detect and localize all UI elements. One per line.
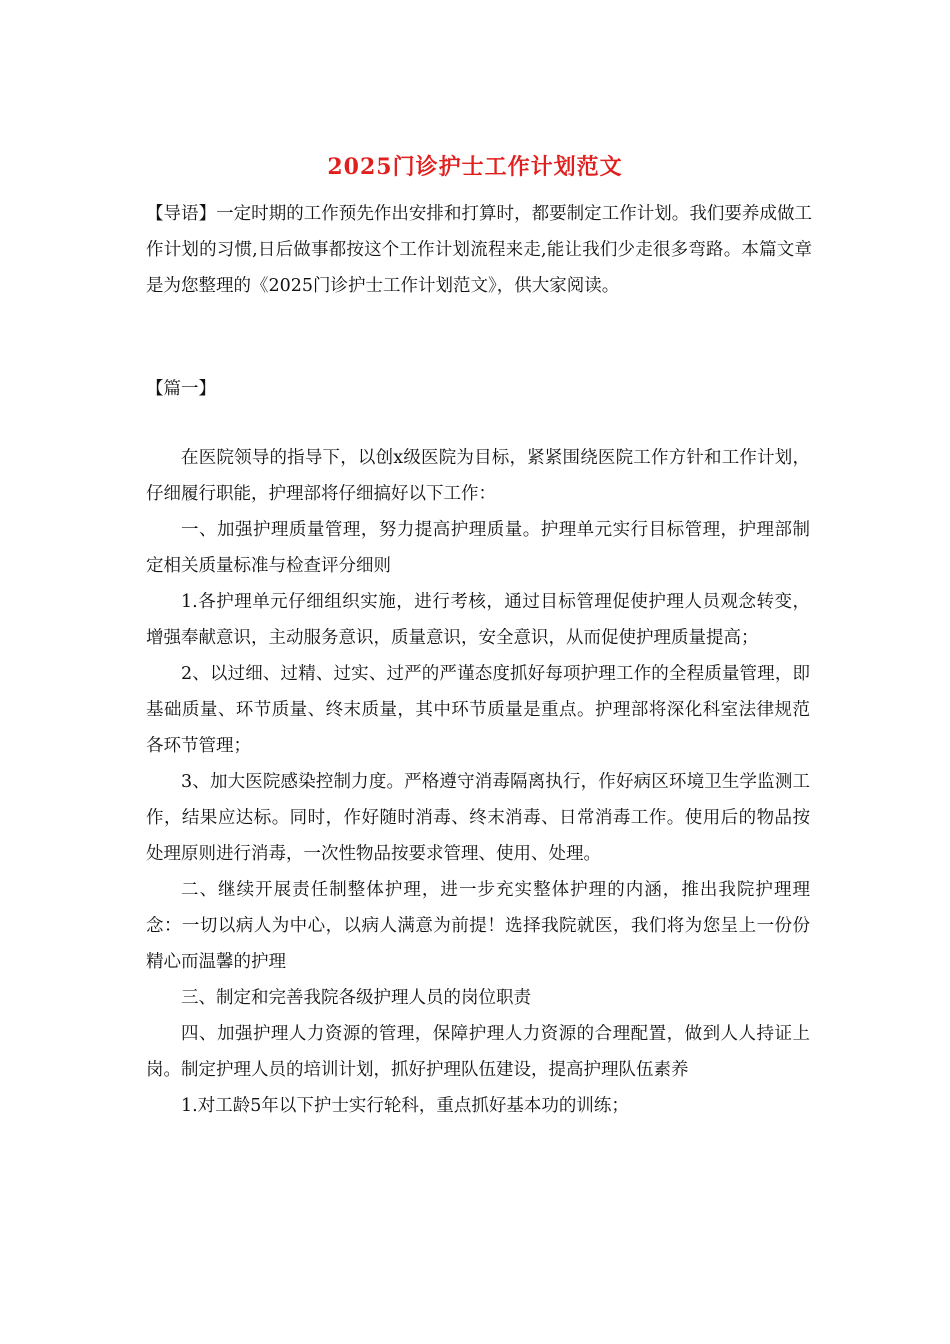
paragraph-1: 在医院领导的指导下，以创x级医院为目标，紧紧围绕医院工作方针和工作计划，仔细履行职能，护理部将仔细搞好以下工作：	[146, 448, 810, 504]
intro-paragraph: 【导语】一定时期的工作预先作出安排和打算时，都要制定工作计划。我们要养成做工作计划的习惯,日后做事都按这个工作计划流程来走,能让我们少走很多弯路。本篇文章是为您整理的《2025门诊护士工作计划范文》，供大家阅读。	[146, 204, 812, 296]
paragraph-8: 四、加强护理人力资源的管理，保障护理人力资源的合理配置，做到人人持证上岗。制定护理人员的培训计划，抓好护理队伍建设，提高护理队伍素养	[146, 1024, 810, 1080]
body-text	[146, 440, 810, 1124]
paragraph-4: 2、以过细、过精、过实、过严的严谨态度抓好每项护理工作的全程质量管理，即基础质量、环节质量、终末质量，其中环节质量是重点。护理部将深化科室法律规范各环节管理；	[146, 664, 810, 756]
section-label: 【篇一】	[146, 379, 216, 399]
paragraph-2: 一、加强护理质量管理，努力提高护理质量。护理单元实行目标管理，护理部制定相关质量标准与检查评分细则	[146, 520, 810, 576]
paragraph-3: 1.各护理单元仔细组织实施，进行考核，通过目标管理促使护理人员观念转变，增强奉献意识，主动服务意识，质量意识，安全意识，从而促使护理质量提高；	[146, 592, 810, 648]
paragraph-5: 3、加大医院感染控制力度。严格遵守消毒隔离执行，作好病区环境卫生学监测工作，结果应达标。同时，作好随时消毒、终末消毒、日常消毒工作。使用后的物品按处理原则进行消毒，一次性物品按要求管理、使用、处理。	[146, 772, 810, 864]
paragraph-7: 三、制定和完善我院各级护理人员的岗位职责	[181, 988, 531, 1008]
paragraph-9: 1.对工龄5年以下护士实行轮科，重点抓好基本功的训练；	[181, 1096, 629, 1116]
paragraph-6: 二、继续开展责任制整体护理，进一步充实整体护理的内涵，推出我院护理理念：一切以病人为中心，以病人满意为前提！选择我院就医，我们将为您呈上一份份精心而温馨的护理	[146, 880, 810, 972]
document-title: 2025门诊护士工作计划范文	[327, 154, 623, 180]
